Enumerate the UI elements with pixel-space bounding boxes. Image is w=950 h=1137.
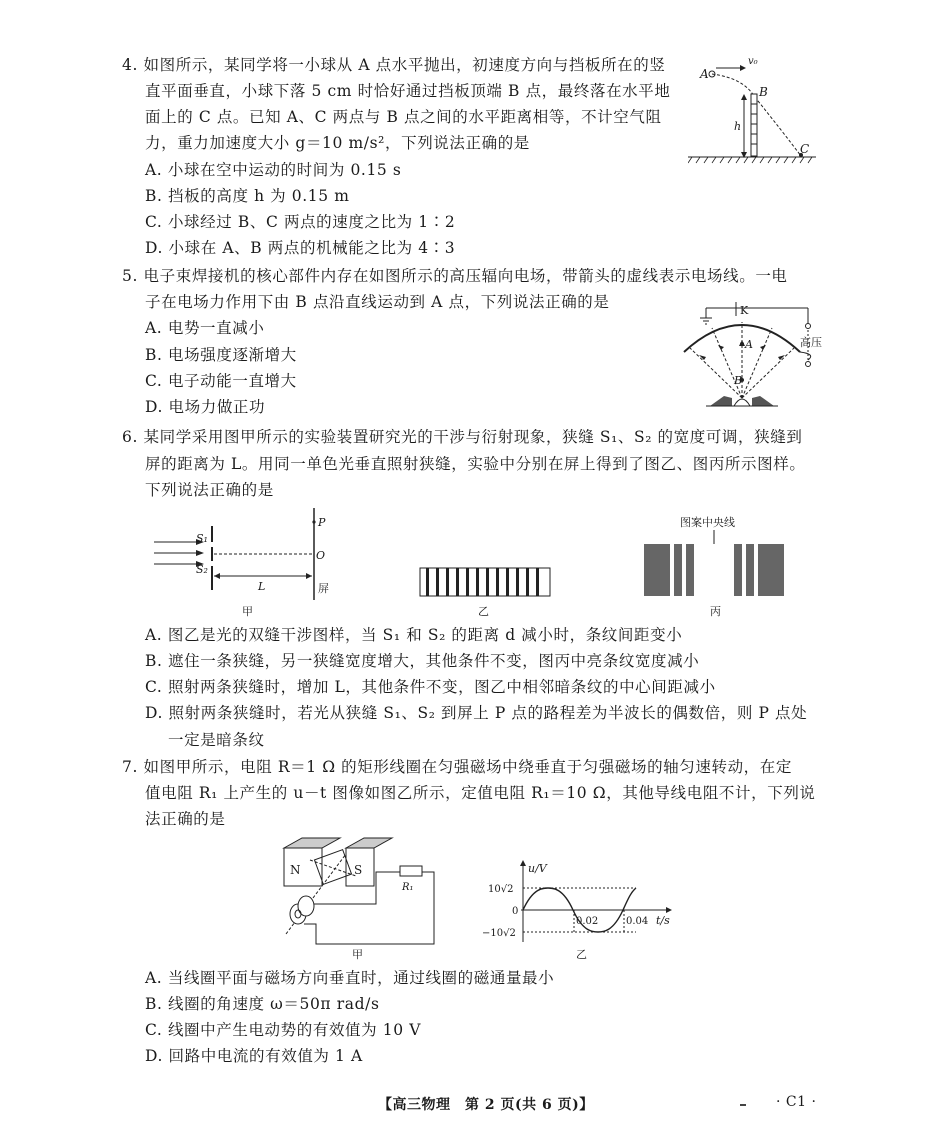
q5-option-a: A. 电势一直减小 bbox=[145, 319, 265, 337]
q4-stem-line-3: 面上的 C 点。已知 A、C 两点与 B 点之间的水平距离相等，不计空气阻 bbox=[145, 108, 662, 126]
q5-option-b: B. 电场强度逐渐增大 bbox=[145, 346, 297, 364]
u-axis-label: u/V bbox=[528, 862, 547, 875]
page-code: · C1 · bbox=[776, 1094, 817, 1110]
caption-yi: 乙 bbox=[478, 605, 489, 618]
t-axis-label: t/s bbox=[656, 914, 670, 927]
q5-option-c: C. 电子动能一直增大 bbox=[145, 372, 297, 390]
q7-stem-line-1: 7. 如图甲所示，电阻 R＝1 Ω 的矩形线圈在匀强磁场中绕垂直于匀强磁场的轴匀速转动，在定 bbox=[122, 758, 792, 776]
l-label: L bbox=[258, 580, 266, 593]
q6-option-d-continued: 一定是暗条纹 bbox=[168, 731, 265, 749]
barrier-board bbox=[751, 94, 757, 156]
page-footer: 【高三物理 第 2 页(共 6 页)】 bbox=[378, 1097, 594, 1113]
tick-neg-label: −10√2 bbox=[482, 928, 516, 939]
q6-stem-line-3: 下列说法正确的是 bbox=[145, 481, 274, 499]
height-label: h bbox=[734, 120, 742, 133]
q4-option-c: C. 小球经过 B、C 两点的速度之比为 1∶2 bbox=[145, 213, 456, 231]
q6-figures bbox=[150, 508, 850, 620]
tick-004-label: 0.04 bbox=[626, 916, 649, 927]
q4-stem-line-4: 力，重力加速度大小 g＝10 m/s²，下列说法正确的是 bbox=[145, 134, 530, 152]
resistor-r1 bbox=[400, 866, 422, 876]
q7-stem-line-2: 值电阻 R₁ 上产生的 u－t 图像如图乙所示，定值电阻 R₁＝10 Ω，其他导线电阻不计，下列说 bbox=[145, 784, 816, 802]
tick-zero-label: 0 bbox=[512, 906, 519, 917]
center-line-label: 图案中央线 bbox=[680, 516, 735, 529]
tick-002-label: 0.02 bbox=[576, 916, 599, 927]
u-t-graph bbox=[482, 860, 672, 961]
s2-label: S₂ bbox=[196, 563, 208, 576]
r1-label: R₁ bbox=[402, 882, 414, 893]
p-label: P bbox=[318, 516, 326, 529]
screen-label: 屏 bbox=[318, 582, 329, 595]
s1-label: S₁ bbox=[196, 532, 208, 545]
s-label: S bbox=[354, 863, 363, 877]
q4-stem-line-2: 直平面垂直，小球下落 5 cm 时恰好通过挡板顶端 B 点，最终落在水平地 bbox=[145, 82, 671, 100]
caption-jia: 甲 bbox=[242, 605, 253, 618]
q6-stem-line-1: 6. 某同学采用图甲所示的实验装置研究光的干涉与衍射现象，狭缝 S₁、S₂ 的宽度可调，狭缝到 bbox=[122, 428, 803, 446]
q6-stem-line-2: 屏的距离为 L。用同一单色光垂直照射狭缝，实验中分别在屏上得到了图乙、图丙所示图样。 bbox=[145, 455, 806, 473]
q5-stem-line-2: 子在电场力作用下由 B 点沿直线运动到 A 点，下列说法正确的是 bbox=[145, 293, 610, 311]
q6-option-a: A. 图乙是光的双缝干涉图样，当 S₁ 和 S₂ 的距离 d 减小时，条纹间距变小 bbox=[145, 626, 683, 644]
terminal-bottom bbox=[806, 362, 811, 367]
q5-option-d: D. 电场力做正功 bbox=[145, 398, 266, 416]
q6-option-d: D. 照射两条狭缝时，若光从狭缝 S₁、S₂ 到屏上 P 点的路程差为半波长的偶数倍，则 P 点处 bbox=[145, 704, 808, 722]
terminal-top bbox=[806, 324, 811, 329]
q4-stem-line-1: 4. 如图所示，某同学将一小球从 A 点水平抛出，初速度方向与挡板所在的竖 bbox=[122, 56, 666, 74]
point-b-label: B bbox=[734, 374, 743, 387]
q4-option-b: B. 挡板的高度 h 为 0.15 m bbox=[145, 187, 350, 205]
caption-bing: 丙 bbox=[710, 605, 721, 618]
k-label: K bbox=[740, 304, 749, 317]
q7-option-d: D. 回路中电流的有效值为 1 A bbox=[145, 1047, 363, 1065]
point-c-label: C bbox=[800, 142, 810, 156]
double-slit-apparatus bbox=[154, 508, 329, 618]
workpiece bbox=[734, 399, 750, 406]
q7-generator-figure bbox=[276, 834, 696, 962]
q7-option-a: A. 当线圈平面与磁场方向垂直时，通过线圈的磁通量最小 bbox=[145, 969, 555, 987]
interference-pattern bbox=[420, 568, 550, 618]
point-a-label: A bbox=[745, 338, 753, 351]
footer-mark bbox=[740, 1104, 746, 1106]
point-b-label: B bbox=[759, 85, 768, 99]
caption-yi: 乙 bbox=[576, 948, 587, 961]
q6-option-c: C. 照射两条狭缝时，增加 L，其他条件不变，图乙中相邻暗条纹的中心间距减小 bbox=[145, 678, 716, 696]
q7-option-b: B. 线圈的角速度 ω＝50π rad/s bbox=[145, 995, 380, 1013]
point-a-label: A bbox=[700, 67, 709, 81]
q4-projectile-figure bbox=[688, 52, 848, 172]
o-label: O bbox=[316, 549, 326, 562]
q7-option-c: C. 线圈中产生电动势的有效值为 10 V bbox=[145, 1021, 422, 1039]
q4-option-a: A. 小球在空中运动的时间为 0.15 s bbox=[145, 161, 402, 179]
caption-jia: 甲 bbox=[352, 948, 363, 961]
tick-pos-label: 10√2 bbox=[488, 884, 514, 895]
n-label: N bbox=[290, 863, 301, 877]
q5-radial-field-figure bbox=[676, 294, 846, 414]
diffraction-pattern bbox=[644, 515, 784, 618]
q4-option-d: D. 小球在 A、B 两点的机械能之比为 4∶3 bbox=[145, 239, 456, 257]
high-voltage-label: 高压 bbox=[800, 336, 822, 349]
q6-option-b: B. 遮住一条狭缝，另一狭缝宽度增大，其他条件不变，图丙中亮条纹宽度减小 bbox=[145, 652, 700, 670]
v0-label: v₀ bbox=[748, 56, 758, 67]
q5-stem-line-1: 5. 电子束焊接机的核心部件内存在如图所示的高压辐向电场，带箭头的虚线表示电场线。一电 bbox=[122, 267, 788, 285]
left-filament-block bbox=[710, 396, 732, 406]
slip-ring-2 bbox=[298, 896, 314, 916]
q7-stem-line-3: 法正确的是 bbox=[145, 810, 226, 828]
right-filament-block bbox=[752, 396, 774, 406]
